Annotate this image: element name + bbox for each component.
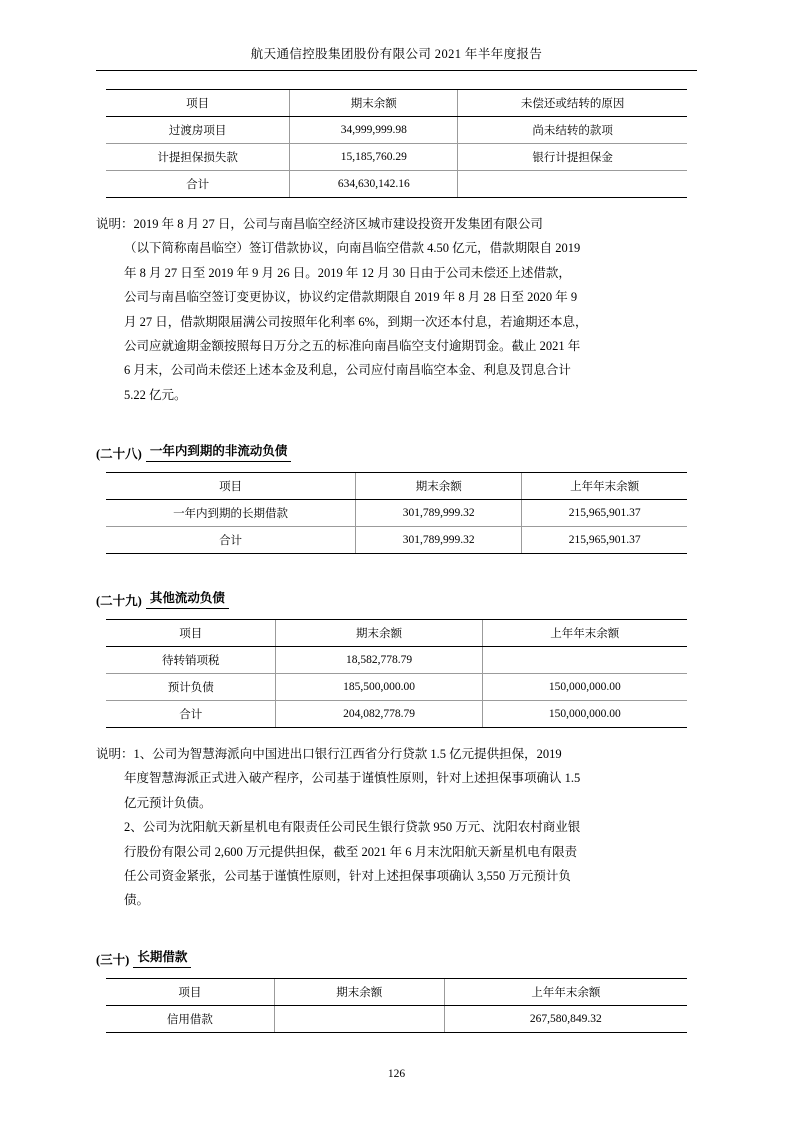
- cell-amount-prior: 267,580,849.32: [444, 1005, 687, 1032]
- table-other-current-liabilities: [106, 619, 687, 728]
- cell-item: 预计负债: [106, 674, 276, 701]
- table-long-term-borrowings: [106, 978, 687, 1033]
- note-line: 5.22 亿元。: [124, 387, 187, 402]
- table-28-body: [106, 500, 687, 554]
- cell-amount: 204,082,778.79: [276, 701, 482, 728]
- section-number: (二十九): [96, 594, 142, 608]
- table-row-total: [106, 527, 687, 554]
- section-heading-28: [96, 441, 697, 462]
- page-header: 航天通信控股集团股份有限公司 2021 年半年度报告: [250, 47, 543, 61]
- table-header-row: [106, 90, 687, 117]
- table-row: [106, 500, 687, 527]
- table-29-body: [106, 647, 687, 728]
- table-30-wrapper: [96, 978, 697, 1033]
- note-line: 行股份有限公司 2,600 万元提供担保，截至 2021 年 6 月末沈阳航天新星机电有限责: [124, 844, 578, 859]
- note-line: 任公司资金紧张，公司基于谨慎性原则，针对上述担保事项确认 3,550 万元预计负: [124, 868, 571, 883]
- table-1-head: [106, 90, 687, 117]
- col-reason: 未偿还或结转的原因: [458, 90, 687, 117]
- cell-amount: 34,999,999.98: [290, 117, 458, 144]
- table-29-head: [106, 620, 687, 647]
- section-number: (三十): [96, 952, 130, 967]
- col-ending-balance: 期末余额: [356, 473, 522, 500]
- cell-item: 合计: [106, 701, 276, 728]
- table-row: [106, 117, 687, 144]
- cell-amount-prior: [482, 647, 687, 674]
- cell-amount: [274, 1005, 444, 1032]
- table-1-wrapper: [96, 89, 697, 198]
- note-line: 6 月末，公司尚未偿还上述本金及利息，公司应付南昌临空本金、利息及罚息合计: [124, 363, 571, 378]
- cell-amount-prior: 215,965,901.37: [522, 527, 687, 554]
- cell-item: 合计: [106, 527, 356, 554]
- note-line: 公司应就逾期金额按照每日万分之五的标准向南昌临空支付逾期罚金。截止 2021 年: [124, 338, 581, 353]
- col-prior-year-balance: 上年年末余额: [444, 978, 687, 1005]
- cell-amount: 634,630,142.16: [290, 171, 458, 198]
- note-line: 亿元预计负债。: [124, 795, 212, 810]
- cell-reason: [458, 171, 687, 198]
- cell-amount: 18,582,778.79: [276, 647, 482, 674]
- section-title: 其他流动负债: [146, 588, 229, 609]
- col-item: 项目: [106, 473, 356, 500]
- cell-reason: 尚未结转的款项: [458, 117, 687, 144]
- table-30-head: [106, 978, 687, 1005]
- note-borrowing: [96, 212, 697, 407]
- page-number: 126: [387, 1068, 406, 1080]
- table-row-total: [106, 171, 687, 198]
- cell-amount: 301,789,999.32: [356, 500, 522, 527]
- table-current-portion-noncurrent-liabilities: [106, 472, 687, 554]
- table-row: [106, 1005, 687, 1032]
- cell-reason: 银行计提担保金: [458, 144, 687, 171]
- note-line: 说明：2019 年 8 月 27 日，公司与南昌临空经济区城市建设投资开发集团有限公司: [96, 217, 543, 231]
- note-line: 月 27 日，借款期限届满公司按照年化利率 6%，到期一次还本付息，若逾期还本息，: [124, 314, 588, 329]
- section-title: 一年内到期的非流动负债: [146, 441, 292, 462]
- table-other-payables: [106, 89, 687, 198]
- cell-amount: 15,185,760.29: [290, 144, 458, 171]
- cell-item: 合计: [106, 171, 290, 198]
- cell-item: 信用借款: [106, 1005, 274, 1032]
- col-item: 项目: [106, 90, 290, 117]
- page-content: [96, 44, 697, 1033]
- note-other-current-liabilities: [96, 742, 697, 913]
- note-line: （以下简称南昌临空）签订借款协议，向南昌临空借款 4.50 亿元，借款期限自 2019: [124, 241, 581, 256]
- cell-item: 过渡房项目: [106, 117, 290, 144]
- cell-amount: 301,789,999.32: [356, 527, 522, 554]
- table-1-body: [106, 117, 687, 198]
- table-row: [106, 144, 687, 171]
- table-header-row: [106, 978, 687, 1005]
- table-30-body: [106, 1005, 687, 1032]
- header-divider: [96, 70, 697, 71]
- table-28-wrapper: [96, 472, 697, 554]
- table-29-wrapper: [96, 619, 697, 728]
- section-heading-29: [96, 588, 697, 609]
- col-ending-balance: 期末余额: [274, 978, 444, 1005]
- note-line: 说明：1、公司为智慧海派向中国进出口银行江西省分行贷款 1.5 亿元提供担保，2019: [96, 747, 562, 761]
- col-item: 项目: [106, 978, 274, 1005]
- cell-item: 计提担保损失款: [106, 144, 290, 171]
- cell-amount-prior: 215,965,901.37: [522, 500, 687, 527]
- table-row-total: [106, 701, 687, 728]
- col-prior-year-balance: 上年年末余额: [482, 620, 687, 647]
- note-line: 年 8 月 27 日至 2019 年 9 月 26 日。2019 年 12 月 30 日由于公司未偿还上述借款，: [124, 265, 571, 280]
- note-line: 年度智慧海派正式进入破产程序，公司基于谨慎性原则，针对上述担保事项确认 1.5: [124, 771, 581, 786]
- section-number: (二十八): [96, 447, 142, 461]
- table-header-row: [106, 473, 687, 500]
- section-title: 长期借款: [133, 947, 191, 968]
- cell-amount: 185,500,000.00: [276, 674, 482, 701]
- note-line: 公司与南昌临空签订变更协议，协议约定借款期限自 2019 年 8 月 28 日至 2020 年 9: [124, 290, 578, 305]
- cell-amount-prior: 150,000,000.00: [482, 701, 687, 728]
- table-row: [106, 647, 687, 674]
- col-item: 项目: [106, 620, 276, 647]
- section-heading-30: [96, 947, 697, 968]
- cell-item: 待转销项税: [106, 647, 276, 674]
- cell-amount-prior: 150,000,000.00: [482, 674, 687, 701]
- col-ending-balance: 期末余额: [290, 90, 458, 117]
- note-line: 2、公司为沈阳航天新星机电有限责任公司民生银行贷款 950 万元、沈阳农村商业银: [124, 820, 581, 835]
- table-28-head: [106, 473, 687, 500]
- cell-item: 一年内到期的长期借款: [106, 500, 356, 527]
- note-line: 债。: [124, 893, 150, 908]
- table-row: [106, 674, 687, 701]
- table-header-row: [106, 620, 687, 647]
- col-prior-year-balance: 上年年末余额: [522, 473, 687, 500]
- col-ending-balance: 期末余额: [276, 620, 482, 647]
